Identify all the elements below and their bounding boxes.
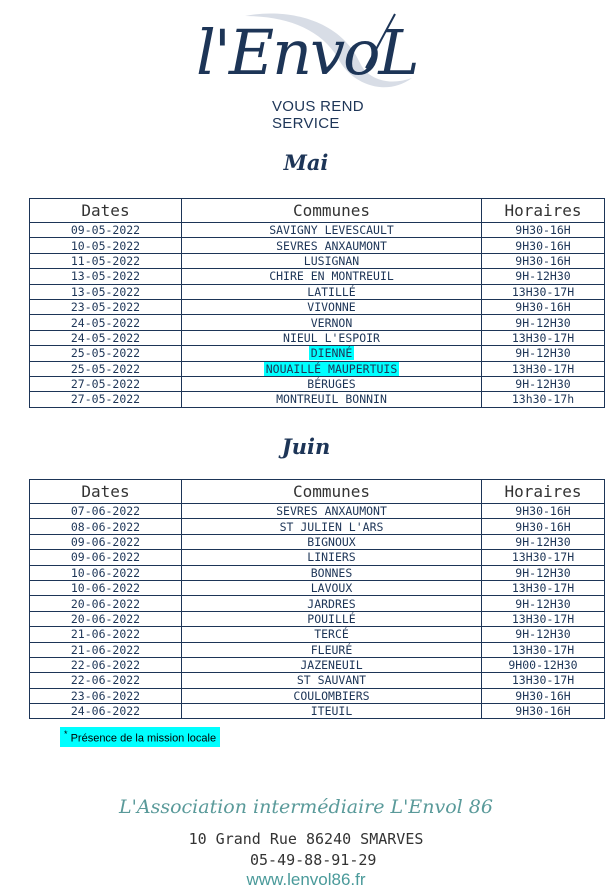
- commune-cell: [182, 642, 482, 657]
- commune-cell-text: ST JULIEN L'ARS: [279, 519, 384, 534]
- table-row: [30, 565, 605, 580]
- lenvol-logo: [190, 8, 420, 132]
- hours-cell-text: 13H30-17H: [511, 611, 575, 626]
- table-row: [30, 627, 605, 642]
- commune-cell-text: LINIERS: [307, 550, 356, 565]
- date-cell-text: 10-05-2022: [70, 238, 141, 253]
- hours-cell: [482, 361, 605, 376]
- date-cell: [30, 392, 182, 407]
- date-cell: [30, 534, 182, 549]
- hours-cell: [482, 580, 605, 595]
- commune-cell-text: BIGNOUX: [307, 534, 356, 549]
- date-cell: [30, 269, 182, 284]
- date-cell: [30, 596, 182, 611]
- hours-cell-text: 9H-12H30: [515, 596, 571, 611]
- hours-cell-text: 13h30-17h: [511, 392, 575, 407]
- hours-cell-text: 13H30-17H: [511, 673, 575, 688]
- hours-cell-text: 13H30-17H: [511, 330, 575, 345]
- commune-cell-text: VERNON: [310, 315, 353, 330]
- date-cell: [30, 642, 182, 657]
- schedule-table-mai: [29, 198, 605, 408]
- hours-cell-text: 9H30-16H: [515, 223, 571, 238]
- commune-cell: [182, 688, 482, 703]
- commune-cell-text: SEVRES ANXAUMONT: [276, 238, 387, 253]
- commune-cell: [182, 611, 482, 626]
- note-text: Présence de la mission locale: [70, 732, 217, 745]
- hours-cell: [482, 284, 605, 299]
- date-cell-text: 13-05-2022: [70, 284, 141, 299]
- commune-cell: [182, 704, 482, 719]
- commune-cell: [182, 534, 482, 549]
- date-cell: [30, 361, 182, 376]
- note-asterisk: *: [64, 729, 68, 739]
- date-cell: [30, 376, 182, 391]
- date-cell-text: 08-06-2022: [70, 519, 141, 534]
- hours-cell-text: 9H-12H30: [515, 565, 571, 580]
- date-cell: [30, 704, 182, 719]
- date-cell-text: 24-06-2022: [70, 704, 141, 719]
- commune-cell-text: VIVONNE: [307, 300, 356, 315]
- date-cell-text: 09-06-2022: [70, 550, 141, 565]
- hours-cell: [482, 330, 605, 345]
- commune-cell-text: BONNES: [310, 565, 353, 580]
- hours-cell: [482, 376, 605, 391]
- table-row: [30, 376, 605, 391]
- commune-cell-text: DIENNÉ: [310, 346, 353, 361]
- hours-cell: [482, 346, 605, 361]
- date-cell-text: 24-05-2022: [70, 315, 141, 330]
- date-cell: [30, 519, 182, 534]
- table-row: [30, 284, 605, 299]
- table-row: [30, 534, 605, 549]
- commune-cell-text: COULOMBIERS: [293, 688, 370, 703]
- hours-cell-text: 9H30-16H: [515, 504, 571, 519]
- date-cell: [30, 238, 182, 253]
- phone-number: 05-49-88-91-29: [250, 851, 377, 869]
- table-row: [30, 346, 605, 361]
- table-row: [30, 550, 605, 565]
- date-cell-text: 07-06-2022: [70, 504, 141, 519]
- date-cell-text: 27-05-2022: [70, 392, 141, 407]
- logo-tagline: VOUS REND SERVICE: [272, 98, 364, 132]
- table-row: [30, 519, 605, 534]
- commune-cell-text: MONTREUIL BONNIN: [276, 392, 387, 407]
- commune-cell-text: NIEUL L'ESPOIR: [283, 330, 380, 345]
- commune-cell: [182, 596, 482, 611]
- hours-cell-text: 9H30-16H: [515, 238, 571, 253]
- date-cell-text: 27-05-2022: [70, 377, 141, 392]
- website-link[interactable]: www.lenvol86.fr: [246, 870, 366, 889]
- date-cell-text: 22-06-2022: [70, 658, 141, 673]
- hours-cell-text: 9H30-16H: [515, 300, 571, 315]
- header-horaires: Horaires: [482, 480, 605, 504]
- table-row: [30, 392, 605, 407]
- commune-cell-text: CHIRE EN MONTREUIL: [269, 269, 394, 284]
- hours-cell: [482, 596, 605, 611]
- commune-cell: [182, 565, 482, 580]
- table-row: [30, 299, 605, 314]
- date-cell: [30, 688, 182, 703]
- date-cell-text: 23-05-2022: [70, 300, 141, 315]
- commune-cell-text: SEVRES ANXAUMONT: [276, 504, 387, 519]
- date-cell: [30, 346, 182, 361]
- hours-cell-text: 9H-12H30: [515, 315, 571, 330]
- month-title-juin: Juin: [281, 434, 331, 459]
- date-cell-text: 09-05-2022: [70, 223, 141, 238]
- hours-cell: [482, 519, 605, 534]
- date-cell: [30, 580, 182, 595]
- commune-cell: [182, 392, 482, 407]
- commune-cell: [182, 361, 482, 376]
- hours-cell: [482, 642, 605, 657]
- hours-cell-text: 9H-12H30: [515, 377, 571, 392]
- mission-locale-note: [60, 727, 220, 747]
- header-dates: Dates: [30, 199, 182, 223]
- date-cell-text: 10-06-2022: [70, 565, 141, 580]
- hours-cell: [482, 565, 605, 580]
- commune-cell-text: LAVOUX: [310, 581, 353, 596]
- date-cell-text: 13-05-2022: [70, 269, 141, 284]
- commune-cell: [182, 269, 482, 284]
- date-cell-text: 20-06-2022: [70, 596, 141, 611]
- commune-cell: [182, 519, 482, 534]
- association-name: L'Association intermédiaire L'Envol 86: [119, 796, 493, 818]
- hours-cell-text: 13H30-17H: [511, 284, 575, 299]
- date-cell-text: 22-06-2022: [70, 673, 141, 688]
- table-row: [30, 315, 605, 330]
- commune-cell: [182, 657, 482, 672]
- commune-cell: [182, 550, 482, 565]
- date-cell: [30, 299, 182, 314]
- date-cell-text: 10-06-2022: [70, 581, 141, 596]
- commune-cell-text: JAZENEUIL: [300, 658, 363, 673]
- hours-cell-text: 13H30-17H: [511, 642, 575, 657]
- table-row: [30, 688, 605, 703]
- commune-cell-text: SAVIGNY LEVESCAULT: [269, 223, 394, 238]
- hours-cell: [482, 238, 605, 253]
- month-title-mai: Mai: [283, 150, 329, 175]
- commune-cell-text: JARDRES: [307, 596, 356, 611]
- table-header-row: [30, 199, 605, 223]
- hours-cell-text: 13H30-17H: [511, 361, 575, 376]
- hours-cell: [482, 269, 605, 284]
- commune-cell-text: LATILLÉ: [307, 284, 356, 299]
- header-communes: Communes: [182, 199, 482, 223]
- commune-cell: [182, 580, 482, 595]
- hours-cell: [482, 657, 605, 672]
- date-cell-text: 25-05-2022: [70, 361, 141, 376]
- date-cell: [30, 504, 182, 519]
- hours-cell-text: 9H-12H30: [515, 534, 571, 549]
- table-row: [30, 330, 605, 345]
- hours-cell-text: 9H00-12H30: [508, 658, 578, 673]
- commune-cell: [182, 627, 482, 642]
- table-row: [30, 504, 605, 519]
- date-cell-text: 23-06-2022: [70, 688, 141, 703]
- table-row: [30, 657, 605, 672]
- hours-cell: [482, 534, 605, 549]
- date-cell: [30, 657, 182, 672]
- hours-cell: [482, 704, 605, 719]
- address: 10 Grand Rue 86240 SMARVES: [188, 830, 424, 848]
- header-horaires: Horaires: [482, 199, 605, 223]
- table-row: [30, 673, 605, 688]
- hours-cell-text: 13H30-17H: [511, 581, 575, 596]
- hours-cell: [482, 504, 605, 519]
- hours-cell: [482, 392, 605, 407]
- table-row: [30, 361, 605, 376]
- commune-cell: [182, 346, 482, 361]
- commune-cell: [182, 504, 482, 519]
- commune-cell-text: FLEURÉ: [310, 642, 353, 657]
- date-cell-text: 09-06-2022: [70, 534, 141, 549]
- commune-cell-text: LUSIGNAN: [303, 253, 360, 268]
- commune-cell: [182, 238, 482, 253]
- commune-cell: [182, 376, 482, 391]
- hours-cell-text: 9H30-16H: [515, 519, 571, 534]
- date-cell: [30, 627, 182, 642]
- hours-cell: [482, 688, 605, 703]
- date-cell: [30, 673, 182, 688]
- hours-cell: [482, 299, 605, 314]
- hours-cell-text: 9H-12H30: [515, 346, 571, 361]
- header-communes: Communes: [182, 480, 482, 504]
- table-row: [30, 596, 605, 611]
- date-cell-text: 11-05-2022: [70, 253, 141, 268]
- table-header-row: [30, 480, 605, 504]
- commune-cell-text: ITEUIL: [310, 704, 353, 719]
- table-row: [30, 704, 605, 719]
- date-cell-text: 24-05-2022: [70, 330, 141, 345]
- table-row: [30, 580, 605, 595]
- table-row: [30, 223, 605, 238]
- date-cell-text: 20-06-2022: [70, 611, 141, 626]
- commune-cell: [182, 284, 482, 299]
- commune-cell: [182, 299, 482, 314]
- header-dates: Dates: [30, 480, 182, 504]
- commune-cell: [182, 315, 482, 330]
- date-cell: [30, 550, 182, 565]
- table-row: [30, 269, 605, 284]
- logo-wordmark: l'EnvoL: [196, 16, 418, 89]
- commune-cell-text: ST SAUVANT: [296, 673, 367, 688]
- date-cell: [30, 284, 182, 299]
- commune-cell: [182, 223, 482, 238]
- hours-cell-text: 9H-12H30: [515, 269, 571, 284]
- hours-cell-text: 9H30-16H: [515, 688, 571, 703]
- hours-cell: [482, 315, 605, 330]
- hours-cell: [482, 611, 605, 626]
- hours-cell: [482, 550, 605, 565]
- commune-cell-text: NOUAILLÉ MAUPERTUIS: [265, 361, 398, 376]
- commune-cell-text: POUILLÉ: [307, 611, 356, 626]
- date-cell: [30, 315, 182, 330]
- date-cell-text: 25-05-2022: [70, 346, 141, 361]
- hours-cell-text: 9H30-16H: [515, 704, 571, 719]
- date-cell: [30, 330, 182, 345]
- date-cell-text: 21-06-2022: [70, 627, 141, 642]
- date-cell: [30, 223, 182, 238]
- hours-cell: [482, 223, 605, 238]
- hours-cell-text: 9H30-16H: [515, 253, 571, 268]
- commune-cell: [182, 330, 482, 345]
- hours-cell: [482, 673, 605, 688]
- commune-cell: [182, 673, 482, 688]
- commune-cell-text: TERCÉ: [314, 627, 349, 642]
- table-row: [30, 611, 605, 626]
- table-row: [30, 253, 605, 268]
- hours-cell: [482, 627, 605, 642]
- hours-cell-text: 9H-12H30: [515, 627, 571, 642]
- table-row: [30, 642, 605, 657]
- date-cell-text: 21-06-2022: [70, 642, 141, 657]
- hours-cell: [482, 253, 605, 268]
- schedule-table-juin: [29, 479, 605, 719]
- commune-cell-text: BÉRUGES: [307, 377, 356, 392]
- hours-cell-text: 13H30-17H: [511, 550, 575, 565]
- table-row: [30, 238, 605, 253]
- date-cell: [30, 565, 182, 580]
- date-cell: [30, 253, 182, 268]
- commune-cell: [182, 253, 482, 268]
- date-cell: [30, 611, 182, 626]
